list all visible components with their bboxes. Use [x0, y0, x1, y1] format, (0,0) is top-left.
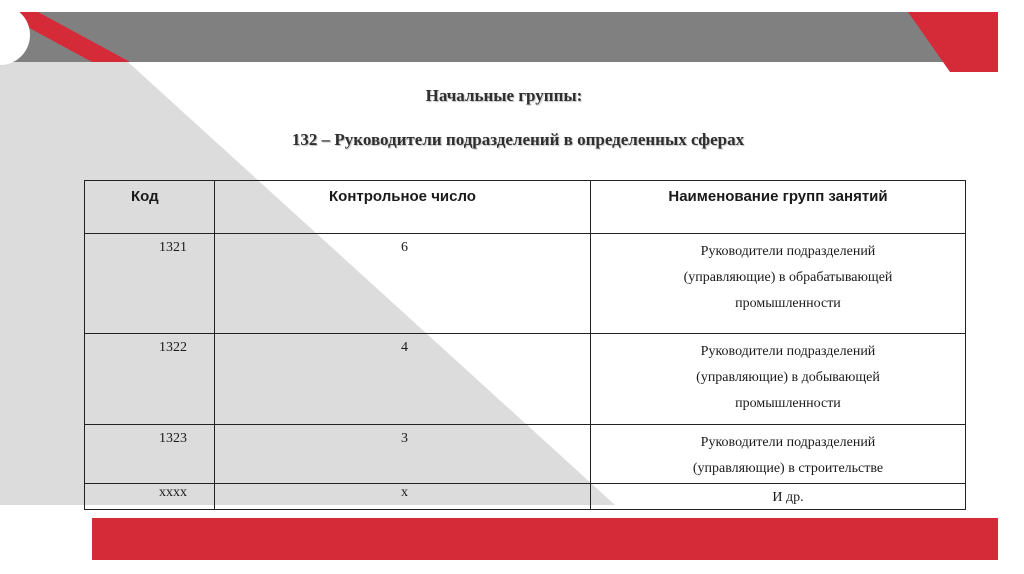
check-value: 4 — [401, 340, 408, 355]
name-line: (управляющие) в обрабатывающей — [683, 270, 893, 285]
code-cell — [85, 484, 215, 510]
name-value — [591, 484, 965, 509]
header-check-number: Контрольное число — [215, 181, 591, 234]
name-line: И др. — [772, 490, 804, 505]
heading-groups: Начальные группы: — [425, 86, 583, 105]
check-value: 6 — [401, 240, 408, 255]
top-banner — [0, 12, 998, 62]
name-cell — [591, 334, 966, 425]
header-code: Код — [85, 181, 215, 234]
name-cell — [591, 425, 966, 484]
name-line: Руководители подразделений — [700, 435, 876, 450]
bottom-red-bar — [92, 518, 998, 560]
check-cell — [215, 425, 591, 484]
name-line: (управляющие) в строительстве — [692, 461, 884, 476]
code-value: хххх — [159, 485, 187, 500]
code-value: 1321 — [159, 240, 187, 255]
check-cell — [215, 334, 591, 425]
name-cell — [591, 484, 966, 510]
heading-subgroup: 132 – Руководители подразделений в определенных сферах — [291, 130, 745, 149]
name-line: Руководители подразделений — [700, 344, 876, 359]
name-line: промышленности — [735, 396, 841, 411]
table-row — [85, 334, 966, 425]
name-line: (управляющие) в добывающей — [696, 370, 880, 385]
check-cell — [215, 234, 591, 334]
name-value — [591, 234, 965, 315]
table-row — [85, 234, 966, 334]
code-cell — [85, 234, 215, 334]
table-row — [85, 484, 966, 510]
check-value: х — [401, 485, 408, 500]
code-value: 1323 — [159, 431, 187, 446]
check-value: 3 — [401, 431, 408, 446]
header-group-name: Наименование групп занятий — [591, 181, 966, 234]
code-cell — [85, 334, 215, 425]
name-value — [591, 334, 965, 415]
name-cell — [591, 234, 966, 334]
table-row — [85, 425, 966, 484]
name-value — [591, 425, 965, 480]
name-line: промышленности — [735, 296, 841, 311]
check-cell — [215, 484, 591, 510]
occupation-codes-table — [84, 180, 966, 510]
code-value: 1322 — [159, 340, 187, 355]
code-cell — [85, 425, 215, 484]
name-line: Руководители подразделений — [700, 244, 876, 259]
table-header-row — [85, 181, 966, 234]
